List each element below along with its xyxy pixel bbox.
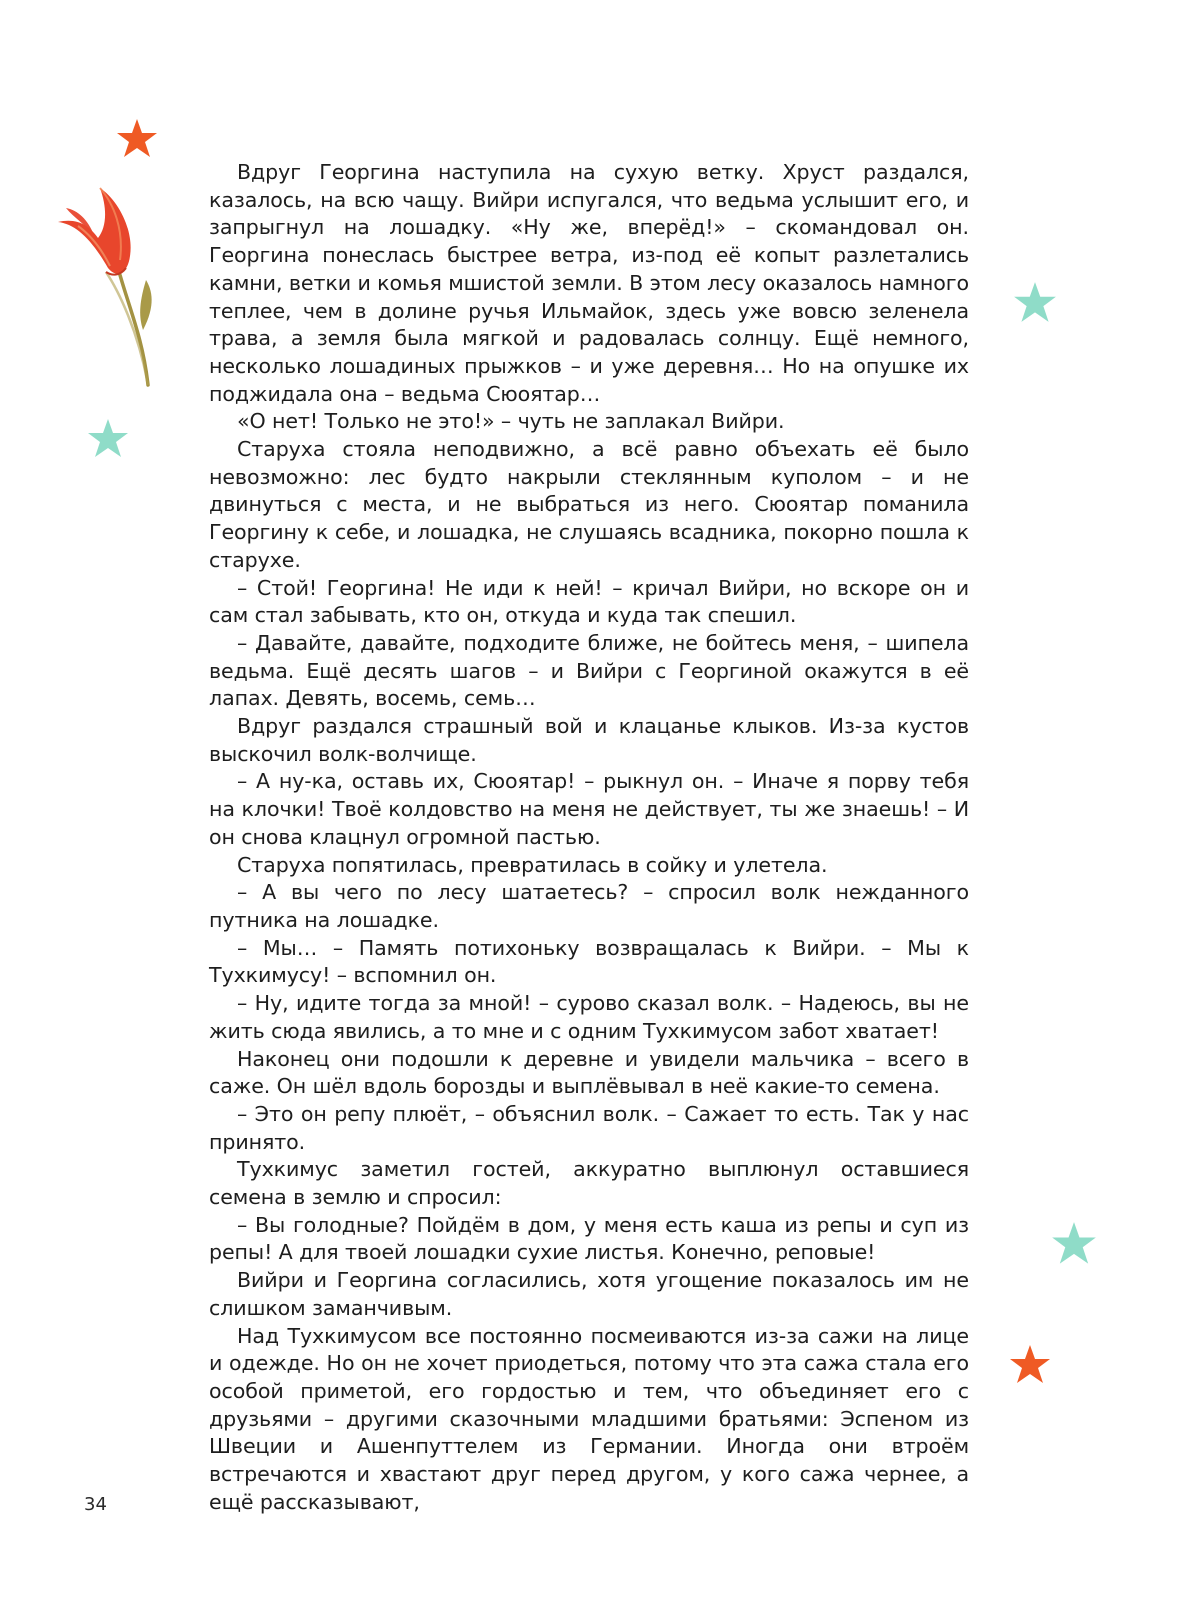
tulip-flower-icon: [48, 180, 158, 395]
paragraph: Над Тухкимусом все постоянно посмеиваются из-за сажи на лице и одежде. Но он не хочет приодеться, потому что эта сажа стала его особой приметой, его гордостью и тем, что объединяет его с друзьями – другими сказочными младшими братьями: Эспеном из Швеции и Ашенпуттелем из Германии. Иногда они втроём встречаются и хвастают друг перед другом, у кого сажа чернее, а ещё рассказывают,: [209, 1323, 969, 1514]
page-number: 34: [84, 1494, 107, 1515]
star-icon: [1012, 280, 1058, 326]
star-icon: [115, 117, 159, 161]
paragraph: – Стой! Георгина! Не иди к ней! – кричал Вийри, но вскоре он и сам стал забывать, кто он, откуда и куда так спешил.: [209, 575, 969, 628]
paragraph: Вдруг Георгина наступила на сухую ветку. Хруст раздался, казалось, на всю чащу. Вийри испугался, что ведьма услышит его, и запрыгнул на лошадку. «Ну же, вперёд!» – скомандовал он. Георгина понеслась быстрее ветра, из-под её копыт разлетались камни, ветки и комья мшистой земли. В этом лесу оказалось намного теплее, чем в долине ручья Ильмайок, здесь уже вовсю зеленела трава, а земля была мягкой и радовалась солнцу. Ещё немного, несколько лошадиных прыжков – и уже деревня… Но на опушке их поджидала она – ведьма Сюоятар…: [209, 160, 969, 406]
star-icon: [1008, 1343, 1052, 1387]
paragraph: Наконец они подошли к деревне и увидели мальчика – всего в саже. Он шёл вдоль борозды и выплёвывал в неё какие-то семена.: [209, 1046, 969, 1099]
paragraph: Старуха попятилась, превратилась в сойку и улетела.: [237, 852, 828, 877]
paragraph: «О нет! Только не это!» – чуть не заплакал Вийри.: [237, 409, 785, 434]
paragraph: Старуха стояла неподвижно, а всё равно объехать её было невозможно: лес будто накрыли стеклянным куполом – и не двинуться с места, и не выбраться из него. Сюоятар поманила Георгину к себе, и лошадка, не слушаясь всадника, покорно пошла к старухе.: [209, 437, 969, 572]
paragraph: – А вы чего по лесу шатаетесь? – спросил волк нежданного путника на лошадке.: [209, 880, 969, 932]
paragraph: Тухкимус заметил гостей, аккуратно выплюнул оставшиеся семена в землю и спросил:: [209, 1157, 969, 1210]
paragraph: – Давайте, давайте, подходите ближе, не бойтесь меня, – шипела ведьма. Ещё десять шагов – и Вийри с Георгиной окажутся в её лапах. Девять, восемь, семь…: [209, 630, 969, 711]
paragraph: – Вы голодные? Пойдём в дом, у меня есть каша из репы и суп из репы! А для твоей лошадки сухие листья. Конечно, реповые!: [209, 1212, 969, 1265]
paragraph: – Ну, идите тогда за мной! – сурово сказал волк. – Надеюсь, вы не жить сюда явились, а то мне и с одним Тухкимусом забот хватает!: [209, 991, 969, 1043]
paragraph: – Это он репу плюёт, – объяснил волк. – Сажает то есть. Так у нас принято.: [209, 1101, 969, 1154]
star-icon: [86, 417, 130, 461]
paragraph: – А ну-ка, оставь их, Сюоятар! – рыкнул он. – Иначе я порву тебя на клочки! Твоё колдовство на меня не действует, ты же знаешь! – И он снова клацнул огромной пастью.: [209, 769, 969, 849]
story-text: [209, 159, 969, 1516]
star-icon: [1050, 1220, 1098, 1268]
paragraph: Вийри и Георгина согласились, хотя угощение показалось им не слишком заманчивым.: [209, 1268, 969, 1320]
paragraph: – Мы… – Память потихоньку возвращалась к Вийри. – Мы к Тухкимусу! – вспомнил он.: [209, 935, 969, 988]
paragraph: Вдруг раздался страшный вой и клацанье клыков. Из-за кустов выскочил волк-волчище.: [209, 714, 969, 766]
